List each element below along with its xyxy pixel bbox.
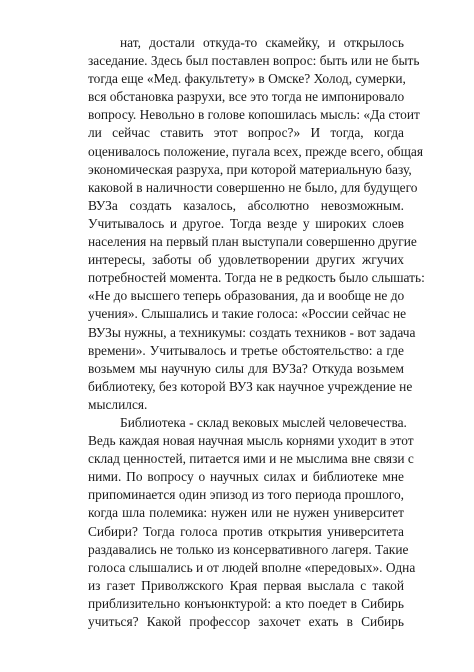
text-line: учиться? Какой профессор захочет ехать в Сибирь xyxy=(88,614,404,629)
text-line: времени». Учитывалось и третье обстоятельство: а где xyxy=(88,342,404,358)
text-line: припоминается один эпизод из того периода прошлого, xyxy=(88,487,404,503)
text-line: когда шла полемика: нужен или не нужен университет xyxy=(88,505,404,521)
text-line: интересы, заботы об удовлетворении других жгучих xyxy=(88,252,404,268)
paragraph-1 xyxy=(88,34,425,414)
text-line: учения». Слышались и такие голоса: «России сейчас не xyxy=(88,306,407,322)
text-line: каковой в наличности совершенно не было, для будущего xyxy=(88,179,418,195)
text-line: населения на первый план выступали совершенно другие xyxy=(88,234,417,250)
text-line: ВУЗа создать казалось, абсолютно невозможным. xyxy=(88,197,404,213)
text-line: тогда еще «Мед. факультету» в Омске? Холод, сумерки, xyxy=(88,71,406,87)
text-line: возьмем мы научную силы для ВУЗа? Откуда возьмем xyxy=(88,360,404,376)
text-line: «Не до высшего теперь образования, да и вообще не до xyxy=(88,288,405,304)
text-line: ВУЗы нужны, а техникумы: создать техников - вот задача xyxy=(88,324,416,340)
text-line: вопросу. Невольно в голове копошилась мысль: «Да стоит xyxy=(88,107,420,123)
text-line: Библиотека - склад вековых мыслей человечества. xyxy=(120,414,407,430)
text-line: заседание. Здесь был поставлен вопрос: быть или не быть xyxy=(88,53,420,69)
text-line: ними. По вопросу о научных силах и библиотеке мне xyxy=(88,469,404,485)
text-line: экономическая разруха, при которой материальную базу, xyxy=(88,161,412,177)
text-line: вся обстановка разрухи, все это тогда не импонировало xyxy=(88,89,405,105)
text-line: ли сейчас ставить этот вопрос?» И тогда, когда xyxy=(88,125,404,141)
text-line: потребностей момента. Тогда не в редкость было слышать: xyxy=(88,270,425,286)
text-line: библиотеку, без которой ВУЗ как научное учреждение не xyxy=(88,378,413,394)
text-line: Ведь каждая новая научная мысль корнями уходит в этот xyxy=(88,433,414,449)
text-line: мыслился. xyxy=(88,396,148,412)
text-body xyxy=(88,34,425,631)
text-line: голоса слышались и от людей вполне «передовых». Одна xyxy=(88,559,416,575)
text-line: Учитывалось и другое. Тогда везде у широких слоев xyxy=(88,215,404,231)
text-line: оценивалось положение, пугала всех, прежде всего, общая xyxy=(88,143,423,159)
text-line: Сибири? Тогда голоса против открытия университета xyxy=(88,523,404,539)
paragraph-2 xyxy=(88,414,416,631)
text-line: из газет Приволжского Края первая выслала с такой xyxy=(88,577,404,593)
text-line: склад ценностей, питается ими и не мыслима вне связи с xyxy=(88,451,414,467)
text-line: раздавались не только из консервативного лагеря. Такие xyxy=(88,541,409,557)
text-line: приблизительно конъюнктурой: а кто поедет в Сибирь xyxy=(88,595,404,611)
text-line: нат, достали откуда-то скамейку, и открылось xyxy=(120,35,404,50)
